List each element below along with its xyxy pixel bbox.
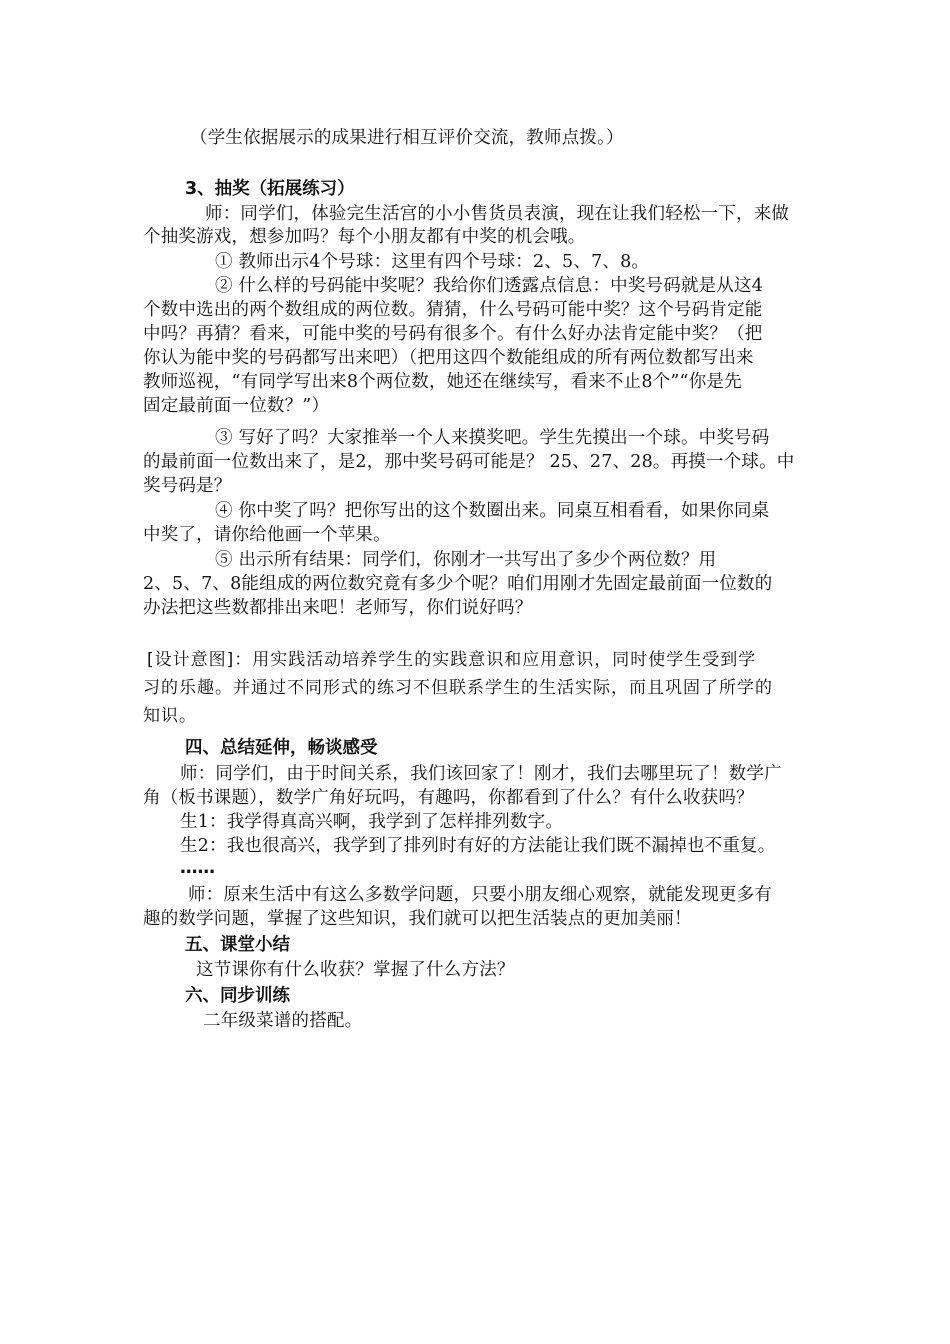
step2-line6: 固定最前面一位数？”） [143,396,330,416]
section3-title: 3、抽奖（拓展练习） [185,179,355,199]
teacher-intro-line1: 师：同学们，体验完生活宫的小小售货员表演，现在让我们轻松一下，来做 [205,204,790,224]
section4-title: 四、总结延伸，畅谈感受 [185,738,378,758]
student1-response: 生1：我学得真高兴啊，我学到了怎样排列数字。 [180,812,564,832]
student2-response: 生2：我也很高兴，我学到了排列时有好的方法能让我们既不漏掉也不重复。 [180,836,776,856]
section5-body: 这节课你有什么收获？掌握了什么方法？ [196,960,515,980]
design-intent-line3: 知识。 [143,706,197,726]
step2-line3: 中吗？再猜？看来，可能中奖的号码有很多个。有什么好办法肯定能中奖？（把 [143,324,763,344]
step2-line2: 个数中选出的两个数组成的两位数。猜猜，什么号码可能中奖？这个号码肯定能 [143,300,763,320]
step1: ① 教师出示4个号球：这里有四个号球：2、5、7、8。 [215,252,650,272]
step5-line1: ⑤ 出示所有结果：同学们，你刚才一共写出了多少个两位数？用 [215,550,717,570]
step4-line1: ④ 你中奖了吗？把你写出的这个数圈出来。同桌互相看看，如果你同桌 [215,501,770,521]
teacher-intro-line2: 个抽奖游戏，想参加吗？每个小朋友都有中奖的机会哦。 [143,227,586,247]
step3-line2: 的最前面一位数出来了，是2，那中奖号码可能是？ 25、27、28。再摸一个球。中 [143,452,795,472]
section6-title: 六、同步训练 [185,986,290,1006]
summary-teacher-line2: 角（板书课题），数学广角好玩吗，有趣吗，你都看到了什么？有什么收获吗？ [143,788,754,808]
step2-line1: ② 什么样的号码能中奖呢？我给你们透露点信息：中奖号码就是从这4 [215,276,764,296]
design-intent-line1: [设计意图]：用实践活动培养学生的实践意识和应用意识，同时使学生受到学 [147,650,757,670]
step3-line3: 奖号码是？ [143,476,232,496]
step2-line5: 教师巡视，“有同学写出来8个两位数，她还在继续写，看来不止8个”“你是先 [143,372,742,392]
step3-line1: ③ 写好了吗？大家推举一个人来摸奖吧。学生先摸出一个球。中奖号码 [215,428,770,448]
summary-teacher-line1: 师：同学们，由于时间关系，我们该回家了！刚才，我们去哪里玩了！数学广 [180,764,782,784]
section6-body: 二年级菜谱的搭配。 [203,1011,363,1031]
eval-note: （学生依据展示的成果进行相互评价交流，教师点拨。） [190,128,624,148]
step2-line4: 你认为能中奖的号码都写出来吧）（把用这四个数能组成的所有两位数都写出来 [143,348,754,368]
ellipsis: …… [180,858,215,878]
design-intent-line2: 习的乐趣。并通过不同形式的练习不但联系学生的生活实际，而且巩固了所学的 [143,678,773,698]
step5-line2: 2、5、7、8能组成的两位数究竟有多少个呢？咱们用刚才先固定最前面一位数的 [143,574,773,594]
step5-line3: 办法把这些数都排出来吧！老师写，你们说好吗？ [143,598,533,618]
closing-teacher-line1: 师：原来生活中有这么多数学问题，只要小朋友细心观察，就能发现更多有 [188,885,773,905]
step4-line2: 中奖了，请你给他画一个苹果。 [143,525,391,545]
closing-teacher-line2: 趣的数学问题，掌握了这些知识，我们就可以把生活装点的更加美丽！ [143,909,692,929]
section5-title: 五、课堂小结 [185,935,290,955]
